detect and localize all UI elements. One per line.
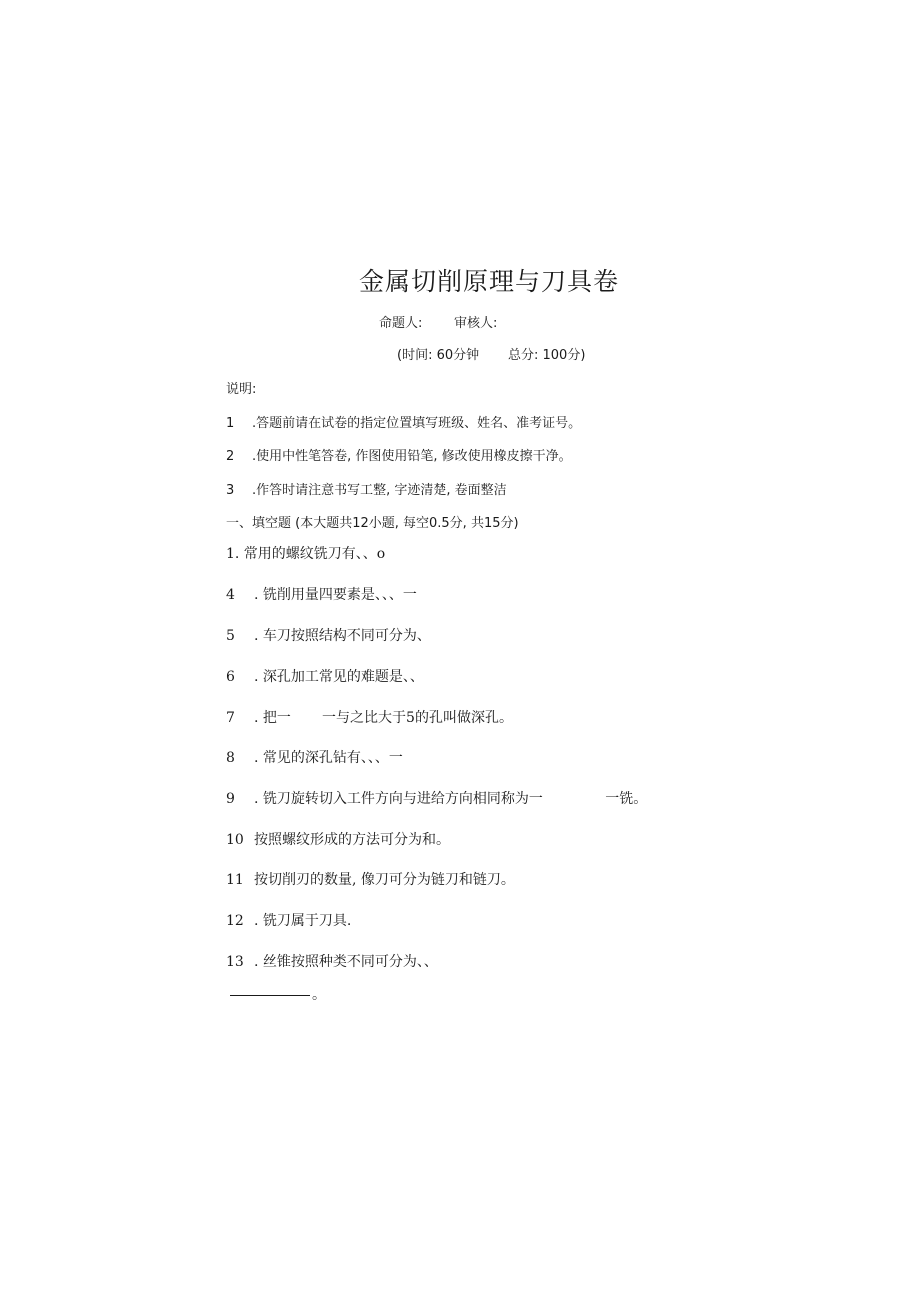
question-number: 11 [226, 872, 244, 888]
question-item [226, 788, 647, 808]
instruction-number: 3 [226, 483, 235, 498]
instruction-number: 2 [226, 449, 235, 464]
question-item [226, 951, 438, 971]
instruction-number: 1 [226, 416, 235, 431]
question-text: . 车刀按照结构不同可分为、 [254, 628, 431, 644]
instruction-item [226, 412, 581, 431]
instruction-text: .使用中性笔答卷, 作图使用铅笔, 修改使用橡皮擦干净。 [252, 449, 572, 464]
question-text: 按切削刃的数量, 像刀可分为链刀和链刀。 [254, 872, 515, 888]
question-number: 9 [226, 791, 235, 807]
question-item [226, 869, 515, 889]
trailing-period: 。 [312, 987, 326, 1003]
question-text: . 铣削用量四要素是、、、一 [254, 587, 417, 603]
question-text: . 铣刀属于刀具. [254, 913, 352, 929]
setter-label: 命题人: [379, 316, 423, 331]
question-item [226, 829, 450, 849]
question-text: 按照螺纹形成的方法可分为和。 [254, 832, 450, 848]
question-number: 6 [226, 669, 235, 685]
question-text: . 把一 一与之比大于5的孔叫做深孔。 [254, 710, 513, 726]
time-info: (时间: 60分钟 [397, 348, 480, 363]
question-item [226, 666, 424, 686]
instructions-heading: 说明: [226, 382, 257, 397]
question-text: . 丝锥按照种类不同可分为、、 [254, 954, 438, 970]
answer-blank-line [230, 984, 326, 1004]
question-text: . 常见的深孔钻有、、、一 [254, 750, 403, 766]
question-item [226, 543, 385, 563]
question-number: 4 [226, 587, 235, 603]
question-text: . 深孔加工常见的难题是、、 [254, 669, 424, 685]
question-number: 10 [226, 832, 244, 848]
page-title: 金属切削原理与刀具卷 [358, 267, 619, 296]
score-info: 总分: 100分) [508, 348, 586, 363]
section-heading: 一、填空题 (本大题共12小题, 每空0.5分, 共15分) [226, 516, 519, 531]
question-item [226, 747, 403, 767]
underline-blank [230, 995, 310, 996]
question-number: 5 [226, 628, 235, 644]
instruction-text: .作答时请注意书写工整, 字迹清楚, 卷面整洁 [252, 483, 507, 498]
question-item [226, 707, 513, 727]
question-number: 7 [226, 710, 235, 726]
instruction-item [226, 479, 507, 498]
question-number: 13 [226, 954, 244, 970]
question-number: 12 [226, 913, 244, 929]
question-item [226, 584, 417, 604]
question-number: 8 [226, 750, 235, 766]
question-text: . 铣刀旋转切入工件方向与进给方向相同称为一 一铣。 [254, 791, 648, 807]
instruction-text: .答题前请在试卷的指定位置填写班级、姓名、准考证号。 [252, 416, 582, 431]
question-item [226, 910, 351, 930]
reviewer-label: 审核人: [454, 316, 498, 331]
instruction-item [226, 445, 572, 464]
question-item [226, 625, 431, 645]
question-text: 1. 常用的螺纹铣刀有、、o [226, 546, 386, 562]
